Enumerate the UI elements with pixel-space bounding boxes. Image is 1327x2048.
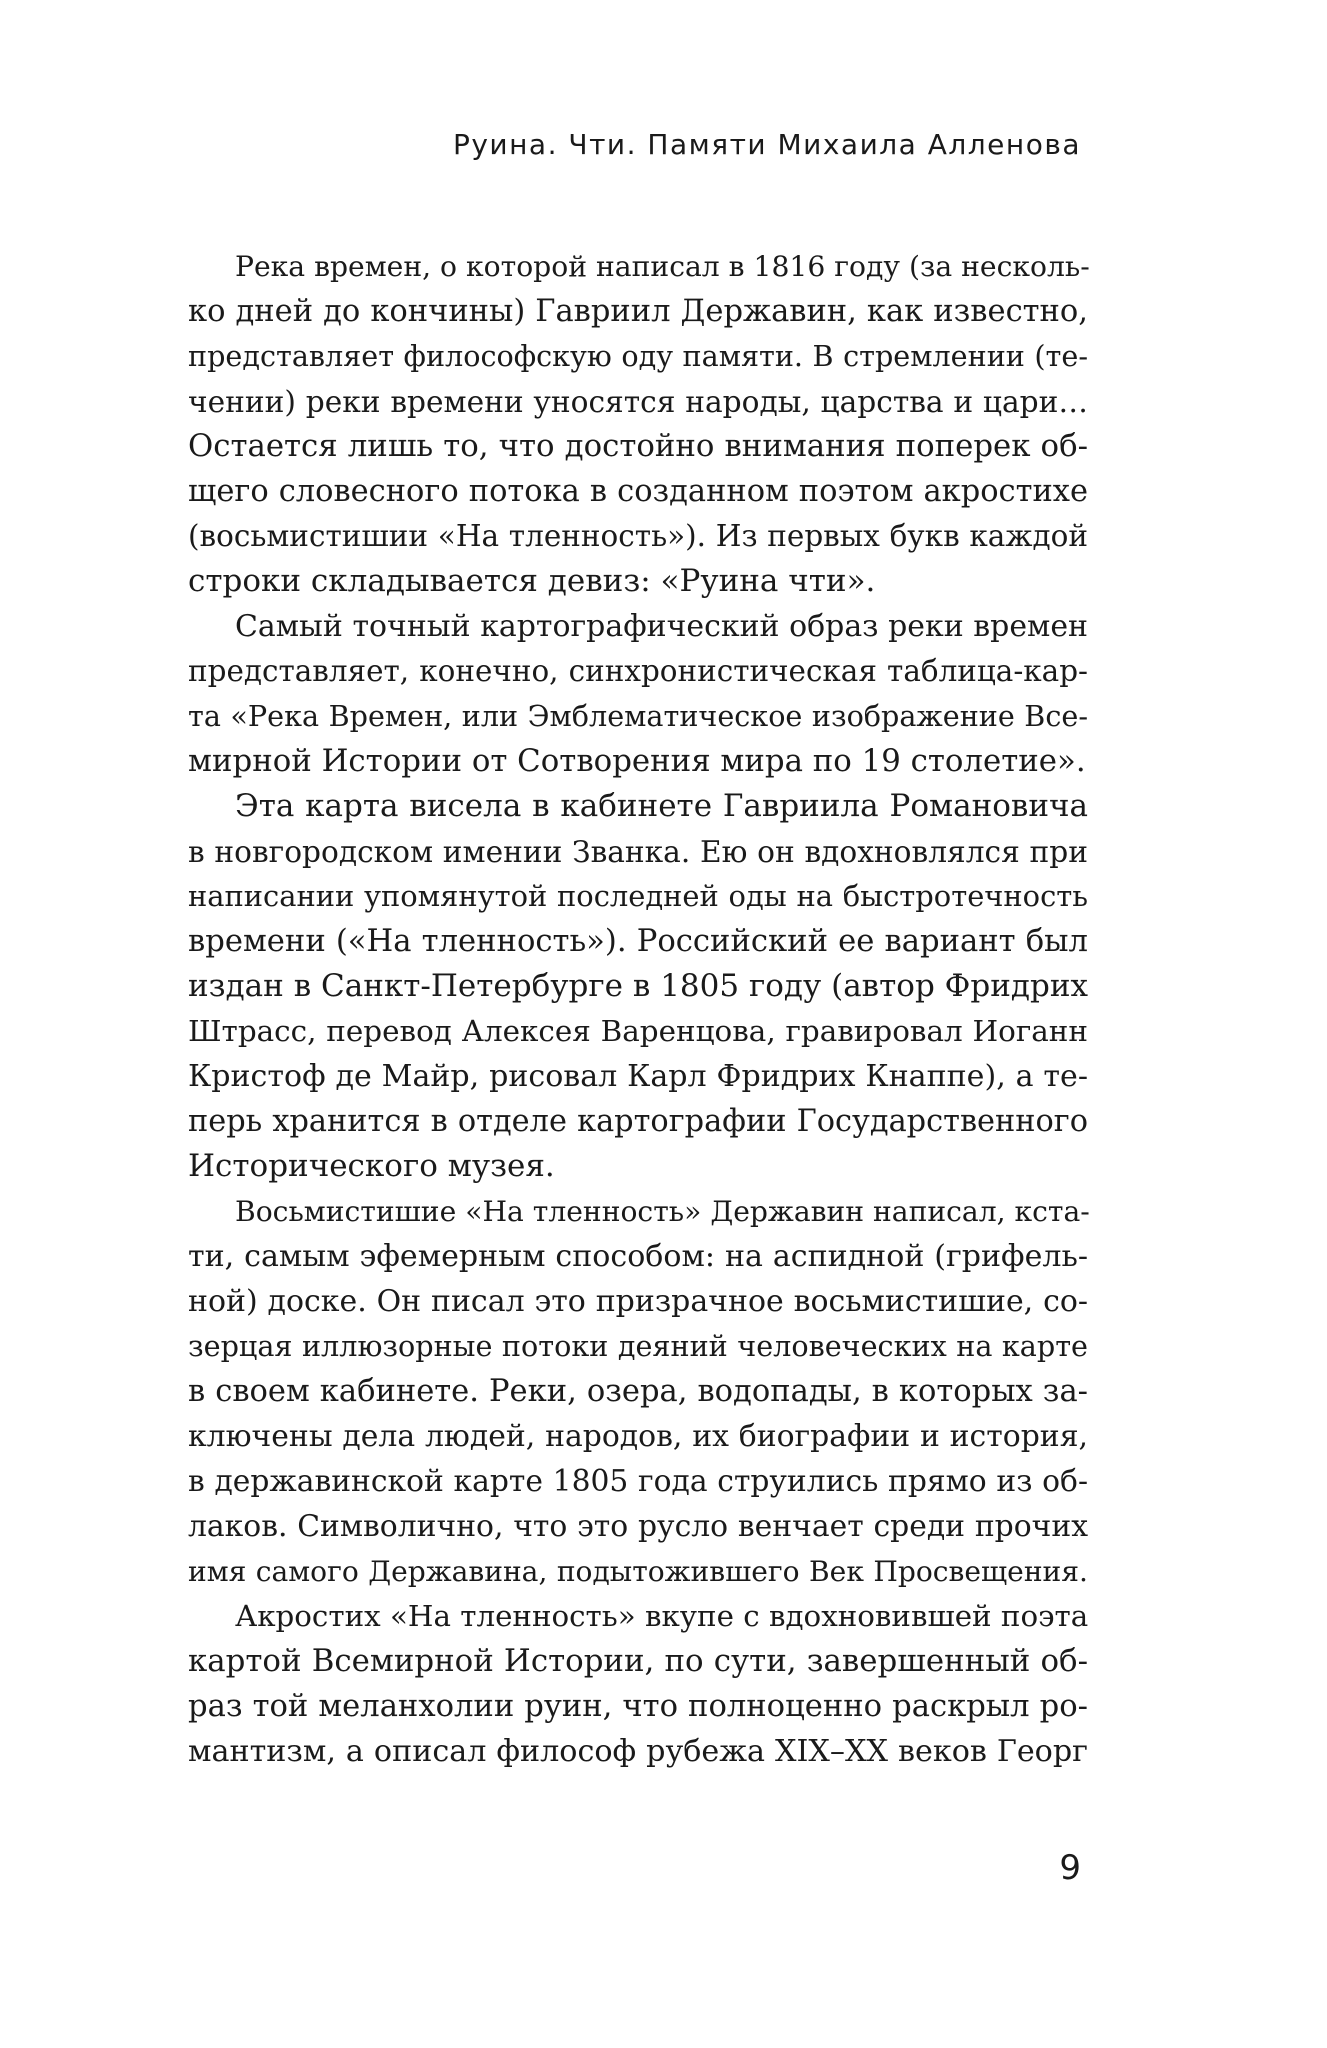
paragraph [188,1189,1088,1594]
text-line: мирной Истории от Сотворения мира по 19 столетие». [188,743,1086,779]
text-line: Акростих «На тленность» вкупе с вдохновившей поэта [235,1599,1089,1633]
text-line: раз той меланхолии руин, что полноценно раскрыл ро- [188,1689,1088,1724]
text-line: Самый точный картографический образ реки времен [235,609,1088,644]
text-line: (восьмистишии «На тленность»). Из первых букв каждой [188,519,1088,553]
text-line: издан в Санкт-Петербурге в 1805 году (автор Фридрих [188,968,1088,1004]
text-line: Кристоф де Майр, рисовал Карл Фридрих Кнаппе), а те- [188,1059,1088,1094]
text-line: Штрасс, перевод Алексея Варенцова, гравировал Иоганн [188,1014,1088,1048]
paragraph [188,244,1088,604]
text-line: ко дней до кончины) Гавриил Державин, как известно, [188,294,1088,329]
text-line: перь хранится в отделе картографии Государственного [188,1104,1088,1139]
text-line: написании упомянутой последней оды на быстротечность [188,879,1088,913]
text-line: в новгородском имении Званка. Ею он вдохновлялся при [188,834,1088,869]
text-line: строки складывается девиз: «Руина чти». [188,563,876,599]
text-line: Остается лишь то, что достойно внимания поперек об- [188,428,1088,464]
running-head: Руина. Чти. Памяти Михаила Алленова [452,128,1081,161]
text-line: времени («На тленность»). Российский ее вариант был [188,924,1088,959]
text-line: имя самого Державина, подытожившего Век Просвещения. [188,1555,1088,1588]
paragraph [188,784,1088,1189]
text-line: Река времен, о которой написал в 1816 году (за несколь- [235,250,1090,283]
text-line: в державинской карте 1805 года струились прямо из об- [188,1464,1088,1499]
text-line: мантизм, а описал философ рубежа XIX–XX веков Георг [188,1734,1088,1769]
text-line: Эта карта висела в кабинете Гавриила Романовича [235,788,1088,824]
text-line: представляет, конечно, синхронистическая таблица-кар- [188,654,1088,688]
page-number: 9 [1059,1848,1081,1888]
text-line: та «Река Времен, или Эмблематическое изображение Все- [188,699,1088,733]
paragraph [188,604,1088,784]
text-line: ключены дела людей, народов, их биографии и история, [188,1419,1088,1454]
text-line: представляет философскую оду памяти. В стремлении (те- [188,339,1088,373]
text-line: Восьмистишие «На тленность» Державин написал, кста- [235,1195,1090,1228]
body-text [188,244,1088,1774]
text-line: ти, самым эфемерным способом: на аспидной (грифель- [188,1239,1088,1274]
text-line: в своем кабинете. Реки, озера, водопады, в которых за- [188,1374,1088,1409]
text-line: зерцая иллюзорные потоки деяний человеческих на карте [188,1329,1088,1363]
paragraph [188,1594,1088,1774]
text-line: лаков. Символично, что это русло венчает среди прочих [188,1509,1088,1544]
text-line: ной) доске. Он писал это призрачное восьмистишие, со- [188,1284,1088,1319]
text-line: чении) реки времени уносятся народы, царства и цари… [188,384,1088,419]
text-line: картой Всемирной Истории, по сути, завершенный об- [188,1643,1088,1679]
text-line: щего словесного потока в созданном поэтом акростихе [188,474,1088,509]
text-line: Исторического музея. [188,1148,555,1184]
